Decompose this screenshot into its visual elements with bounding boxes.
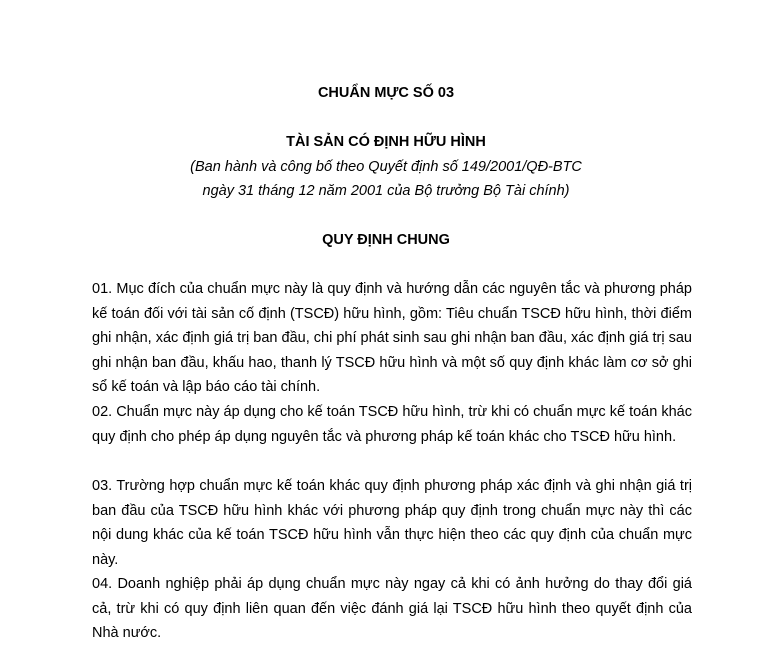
standard-number-heading: CHUẨN MỰC SỐ 03 bbox=[317, 85, 455, 101]
paragraph-02: 02. Chuẩn mực này áp dụng cho kế toán TSCĐ hữu hình, trừ khi có chuẩn mực kế toán khác quy định cho phép áp dụng nguyên tắc và phương pháp kế toán khác cho TSCĐ hữu hình. bbox=[92, 404, 692, 445]
paragraph-01: 01. Mục đích của chuẩn mực này là quy định và hướng dẫn các nguyên tắc và phương pháp kế toán đối với tài sản cố định (TSCĐ) hữu hình, gồm: Tiêu chuẩn TSCĐ hữu hình, thời điểm ghi nhận, xác định giá trị ban đầu, chi phí phát sinh sau ghi nhận ban đầu, xác định giá trị sau ghi nhận ban đầu, khấu hao, thanh lý TSCĐ hữu hình và một số quy định khác làm cơ sở ghi sổ kế toán và lập báo cáo tài chính. bbox=[92, 281, 692, 395]
section-heading: QUY ĐỊNH CHUNG bbox=[322, 232, 450, 248]
standard-title-heading: TÀI SẢN CÓ ĐỊNH HỮU HÌNH bbox=[286, 134, 486, 150]
issuance-note-line-1: (Ban hành và công bố theo Quyết định số 149/2001/QĐ-BTC bbox=[190, 159, 582, 175]
issuance-note-line-2: ngày 31 tháng 12 năm 2001 của Bộ trưởng Bộ Tài chính) bbox=[202, 183, 570, 199]
paragraph-04: 04. Doanh nghiệp phải áp dụng chuẩn mực này ngay cả khi có ảnh hưởng do thay đổi giá cả, trừ khi có quy định liên quan đến việc đánh giá lại TSCĐ hữu hình theo quyết định của Nhà nước. bbox=[92, 576, 692, 641]
paragraph-03: 03. Trường hợp chuẩn mực kế toán khác quy định phương pháp xác định và ghi nhận giá trị ban đầu của TSCĐ hữu hình khác với phương pháp quy định trong chuẩn mực này thì các nội dung khác của kế toán TSCĐ hữu hình vẫn thực hiện theo các quy định của chuẩn mực này. bbox=[92, 478, 692, 568]
